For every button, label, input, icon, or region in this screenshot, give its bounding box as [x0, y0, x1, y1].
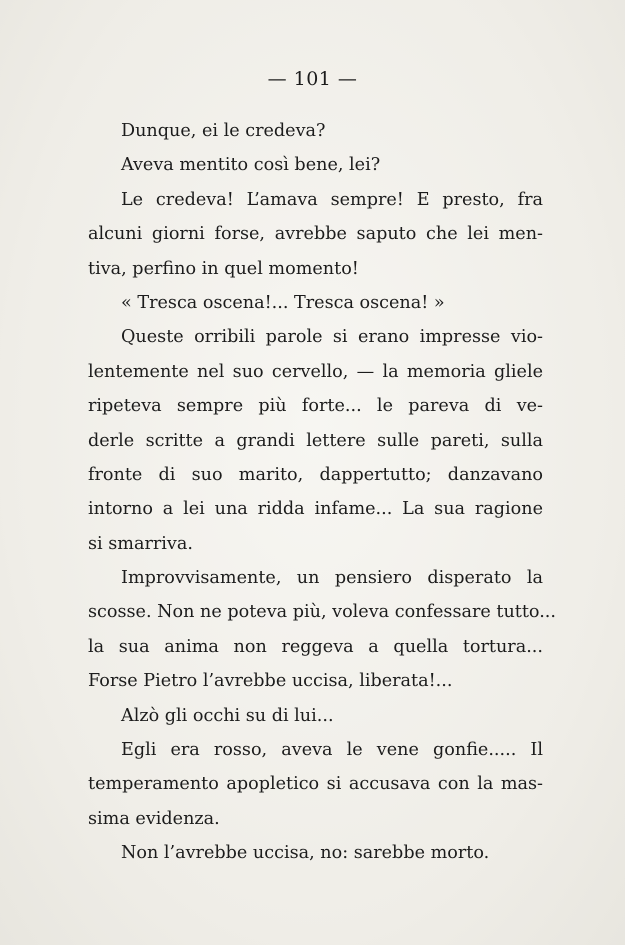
text-line: Non l’avrebbe uccisa, no: sarebbe morto.: [121, 843, 490, 864]
text-line: « Tresca oscena!... Tresca oscena! »: [121, 292, 445, 313]
text-line: intorno a lei una ridda infame... La sua ragione: [88, 499, 543, 520]
text-line: Forse Pietro l’avrebbe uccisa, liberata!...: [88, 671, 453, 692]
text-line: Egli era rosso, aveva le vene gonfie..... Il: [121, 740, 543, 761]
text-line: scosse. Non ne poteva più, voleva confessare tutto...: [88, 602, 556, 623]
text-line: Improvvisamente, un pensiero disperato la: [121, 568, 543, 589]
text-line: sima evidenza.: [88, 808, 220, 829]
text-line: Dunque, ei le credeva?: [121, 121, 326, 141]
text-line: tiva, perfino in quel momento!: [88, 258, 359, 279]
page-number: — 101 —: [267, 68, 358, 90]
text-line: Aveva mentito così bene, lei?: [121, 155, 381, 176]
text-line: la sua anima non reggeva a quella tortura...: [88, 636, 543, 657]
text-line: si smarriva.: [88, 533, 193, 554]
body-text: [88, 114, 556, 871]
text-line: Queste orribili parole si erano impresse vio-: [121, 327, 543, 348]
text-line: alcuni giorni forse, avrebbe saputo che lei men-: [88, 224, 543, 245]
text-line: derle scritte a grandi lettere sulle pareti, sulla: [88, 430, 543, 451]
text-line: ripeteva sempre più forte... le pareva di ve-: [88, 396, 543, 417]
text-line: lentemente nel suo cervello, — la memoria gliele: [88, 361, 543, 382]
text-line: Le credeva! L’amava sempre! E presto, fra: [121, 189, 543, 210]
text-line: temperamento apopletico si accusava con la mas-: [88, 774, 543, 795]
text-line: fronte di suo marito, dappertutto; danzavano: [88, 464, 543, 485]
text-line: Alzò gli occhi su di lui...: [121, 705, 334, 726]
